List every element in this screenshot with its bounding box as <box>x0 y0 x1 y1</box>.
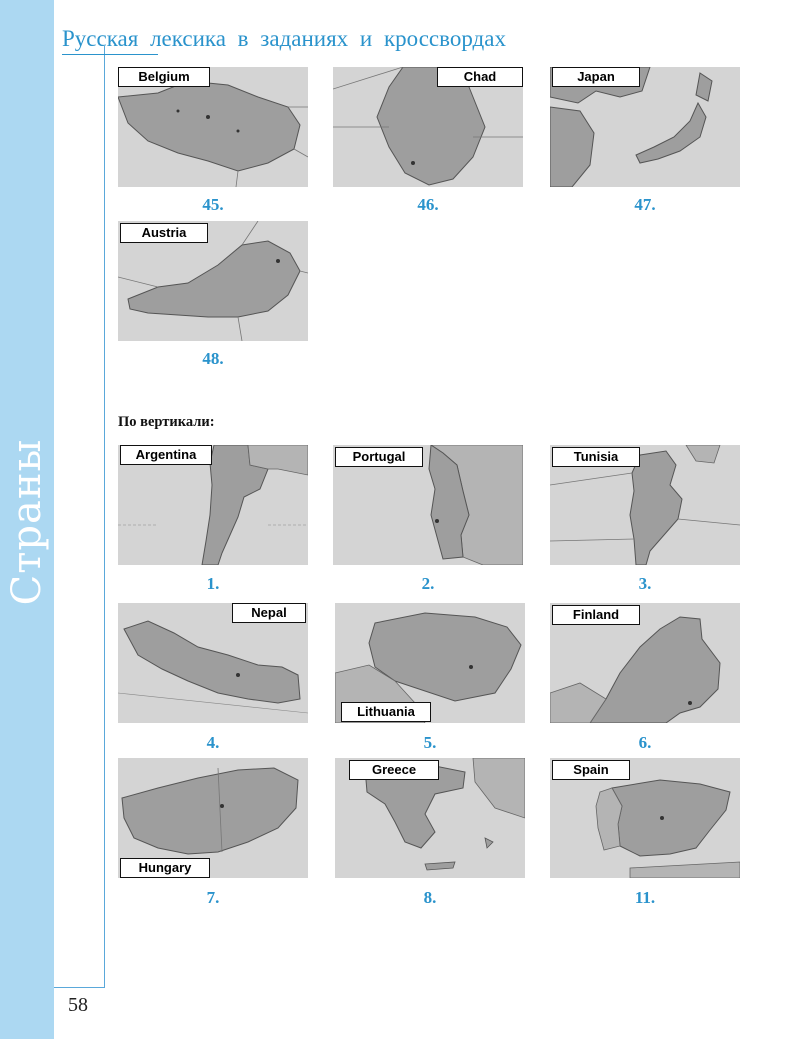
country-label: Spain <box>552 760 630 780</box>
country-label: Japan <box>552 67 640 87</box>
map-card-argentina <box>118 445 308 565</box>
card-number: 2. <box>421 574 435 593</box>
card-number: 7. <box>206 888 220 907</box>
card-number: 48. <box>202 349 224 368</box>
card-number: 4. <box>206 733 220 752</box>
card-number: 47. <box>634 195 656 214</box>
sidebar-label: Страны <box>4 438 50 606</box>
map-card-finland <box>550 603 740 723</box>
map-card-tunisia <box>550 445 740 565</box>
country-label: Tunisia <box>552 447 640 467</box>
map-card-portugal <box>333 445 523 565</box>
map-card-japan <box>550 67 740 187</box>
country-label: Argentina <box>120 445 212 465</box>
card-number: 11. <box>634 888 656 907</box>
country-label: Finland <box>552 605 640 625</box>
page-number: 58 <box>68 994 88 1016</box>
country-label: Hungary <box>120 858 210 878</box>
card-number: 46. <box>417 195 439 214</box>
sidebar-strip <box>0 0 54 1039</box>
card-number: 8. <box>423 888 437 907</box>
country-label: Lithuania <box>341 702 431 722</box>
map-card-belgium <box>118 67 308 187</box>
map-card-hungary <box>118 758 308 878</box>
card-number: 1. <box>206 574 220 593</box>
margin-horizontal-line <box>54 987 105 988</box>
margin-vertical-line <box>104 46 105 987</box>
section-vertical-title: По вертикали: <box>118 414 215 430</box>
map-card-greece <box>335 758 525 878</box>
card-number: 5. <box>423 733 437 752</box>
country-label: Portugal <box>335 447 423 467</box>
card-number: 45. <box>202 195 224 214</box>
country-label: Greece <box>349 760 439 780</box>
country-label: Nepal <box>232 603 306 623</box>
map-card-lithuania <box>335 603 525 723</box>
map-card-nepal <box>118 603 308 723</box>
country-label: Chad <box>437 67 523 87</box>
page-header: Русская лексика в заданиях и кроссвордах <box>62 26 506 51</box>
card-number: 6. <box>638 733 652 752</box>
map-card-austria <box>118 221 308 341</box>
map-card-chad <box>333 67 523 187</box>
header-underline <box>62 54 158 55</box>
map-card-spain <box>550 758 740 878</box>
card-number: 3. <box>638 574 652 593</box>
country-label: Belgium <box>118 67 210 87</box>
country-label: Austria <box>120 223 208 243</box>
